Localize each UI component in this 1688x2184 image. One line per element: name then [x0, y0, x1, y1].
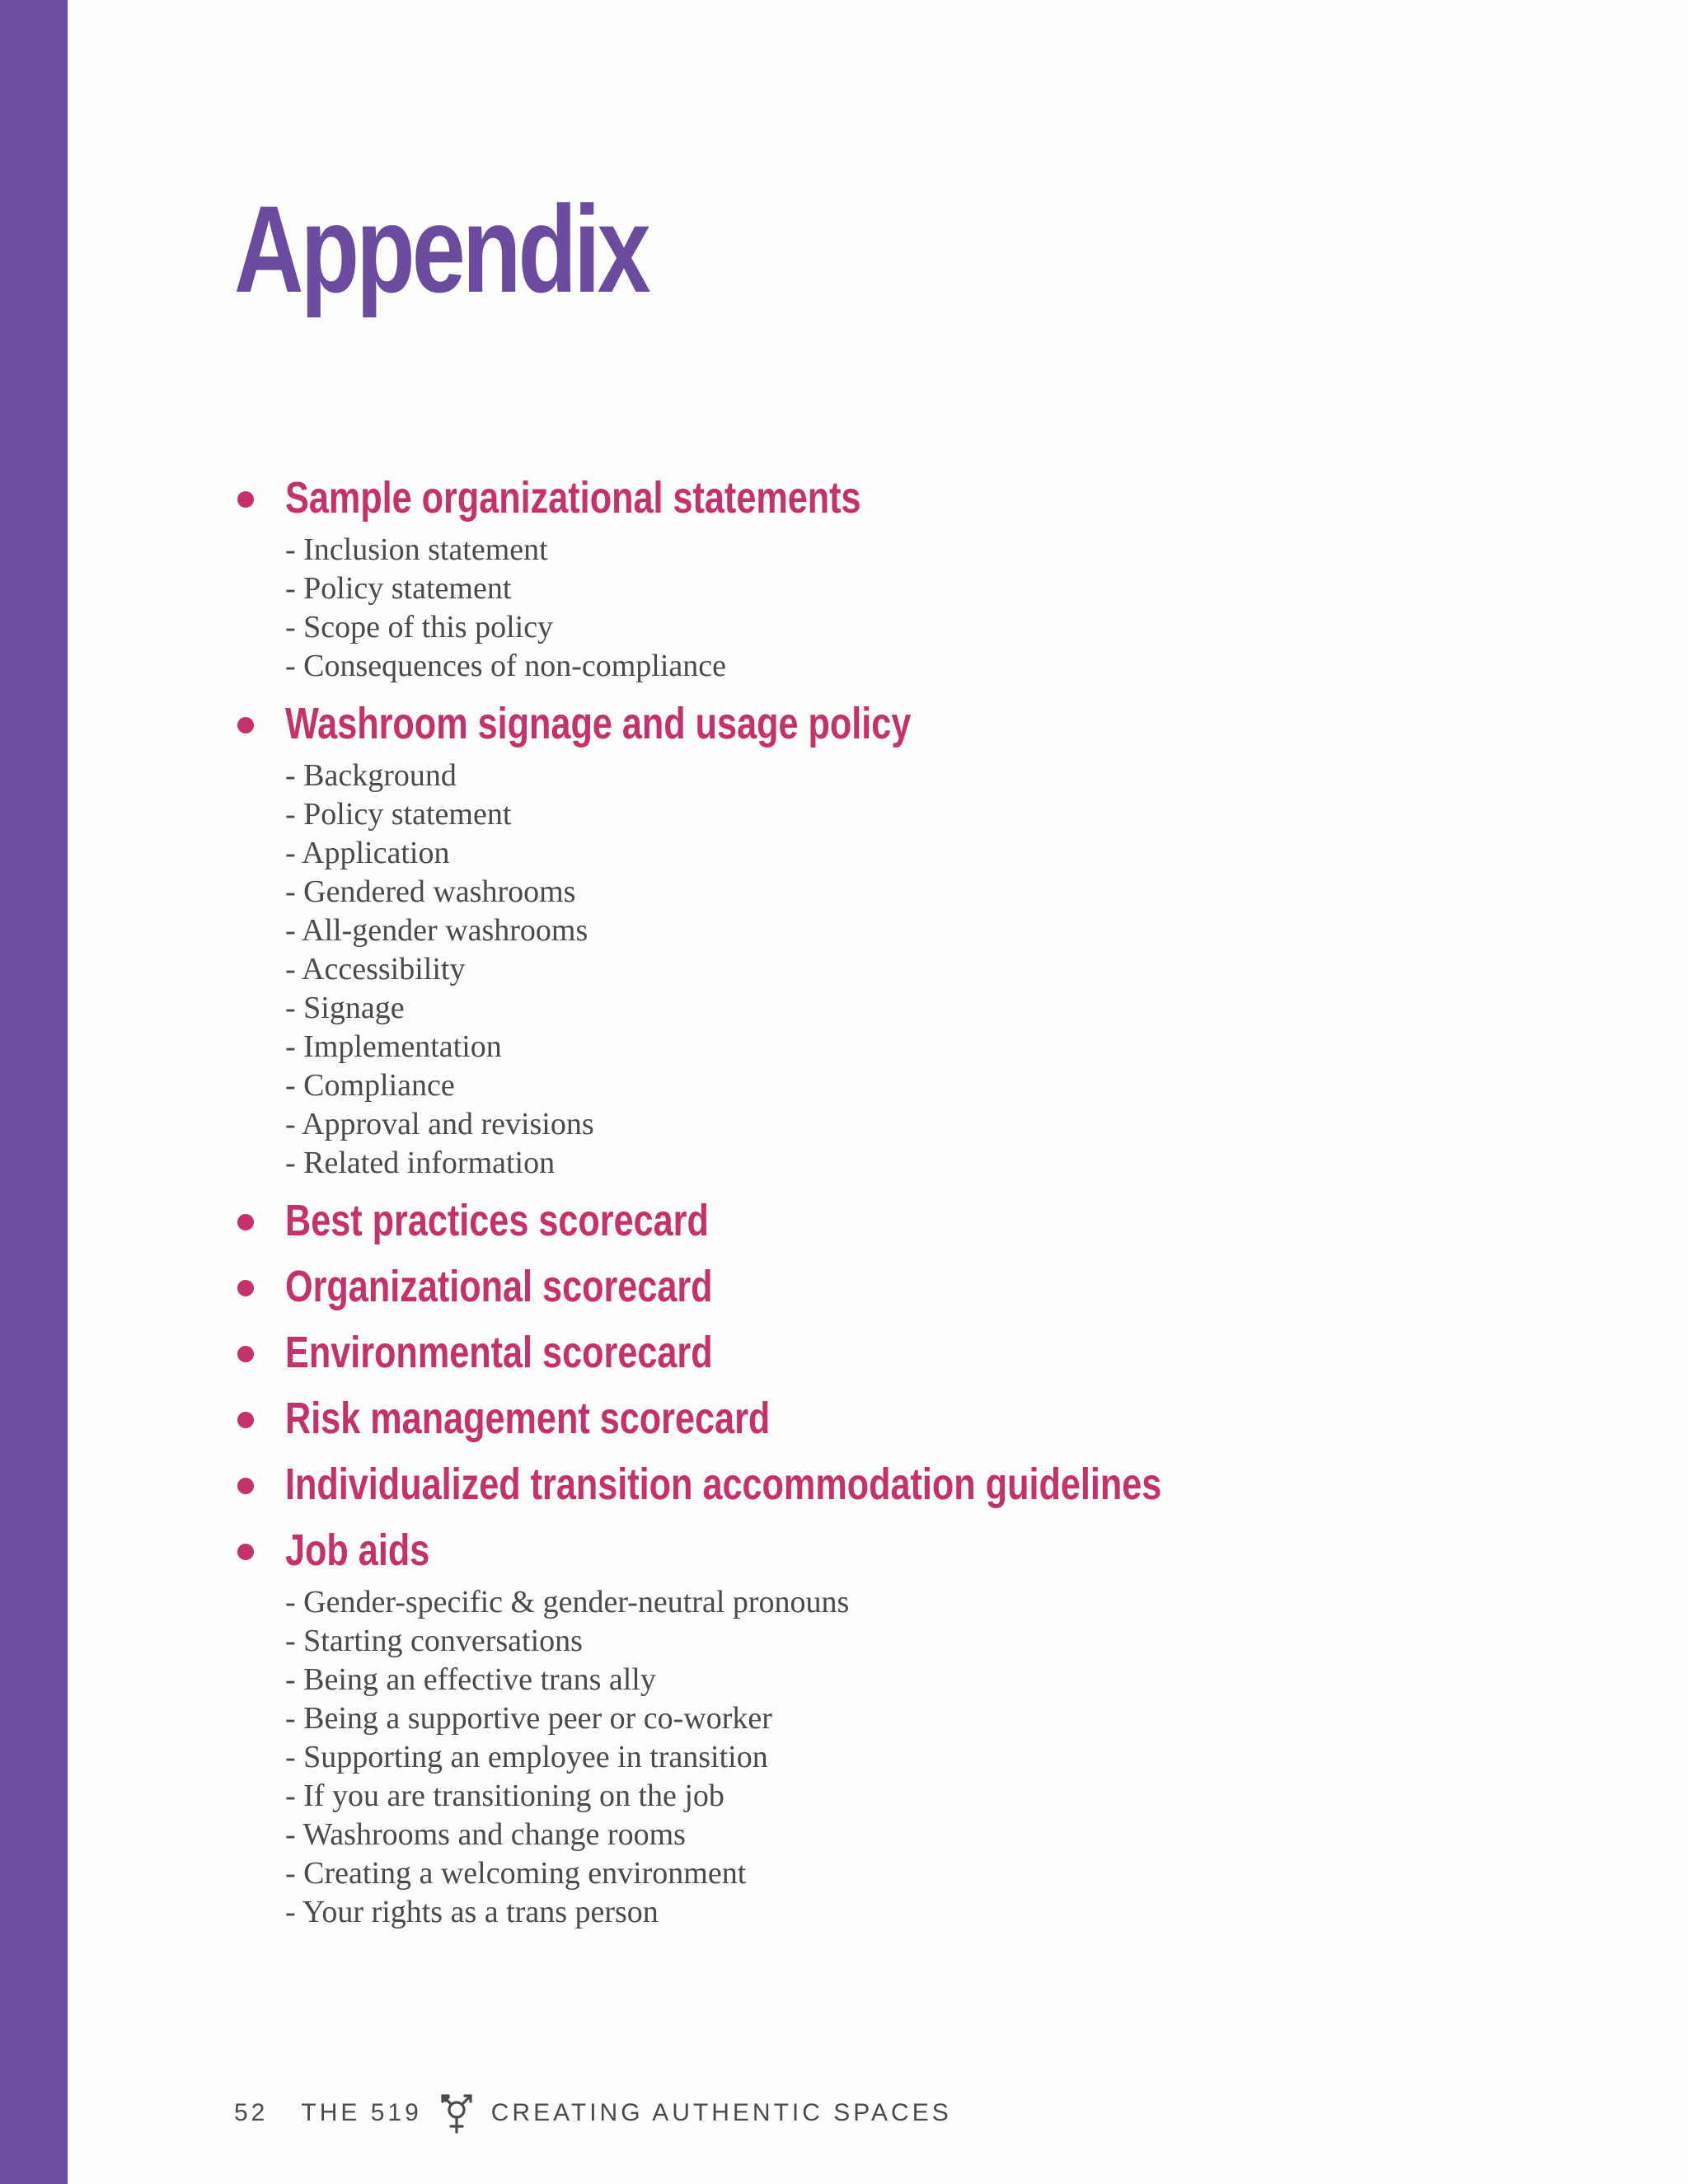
subsection-item: - Being an effective trans ally [285, 1662, 656, 1697]
subsection-item: - Related information [285, 1146, 556, 1180]
bullet-icon [237, 1412, 254, 1428]
subsection-item: - Washrooms and change rooms [285, 1817, 686, 1852]
subsection-item: - All-gender washrooms [285, 913, 588, 948]
section-heading [234, 1258, 1553, 1315]
section-heading [234, 1456, 1553, 1512]
subsection-item: - Gender-specific & gender-neutral pronouns [285, 1585, 850, 1619]
subsection-item: - Scope of this policy [285, 610, 554, 644]
subsection-list [285, 757, 1553, 1183]
subsection-item: - Accessibility [285, 952, 466, 987]
section-heading-label: Organizational scorecard [285, 1262, 713, 1311]
subsection-item: - Signage [285, 991, 405, 1025]
appendix-section [234, 470, 1553, 686]
subsection-item: - Your rights as a trans person [285, 1895, 659, 1929]
subsection-item: - Implementation [285, 1029, 502, 1064]
subsection-item: - Gendered washrooms [285, 874, 576, 909]
page-footer [234, 2093, 952, 2133]
subsection-item: - Background [285, 758, 457, 793]
transgender-symbol-icon [438, 2089, 475, 2137]
appendix-section [234, 1258, 1553, 1315]
section-heading-label: Job aids [285, 1526, 430, 1575]
appendix-contents-list [234, 470, 1553, 1932]
subsection-item: - Consequences of non-compliance [285, 649, 726, 683]
bullet-icon [237, 717, 254, 733]
bullet-icon [237, 491, 254, 508]
subsection-item: - Policy statement [285, 571, 512, 606]
appendix-section [234, 696, 1553, 1183]
appendix-section [234, 1390, 1553, 1446]
section-heading [234, 1390, 1553, 1446]
section-heading-label: Sample organizational statements [285, 473, 861, 523]
section-heading [234, 696, 1553, 752]
bullet-icon [237, 1214, 254, 1230]
bullet-icon [237, 1280, 254, 1296]
appendix-section [234, 1193, 1553, 1249]
section-heading-label: Best practices scorecard [285, 1196, 709, 1245]
subsection-item: - Creating a welcoming environment [285, 1856, 747, 1891]
subsection-item: - Policy statement [285, 797, 512, 832]
appendix-section [234, 1456, 1553, 1512]
page-number: 52 [234, 2099, 269, 2126]
org-name: THE 519 [301, 2099, 422, 2126]
bullet-icon [237, 1346, 254, 1362]
subsection-item: - Being a supportive peer or co-worker [285, 1701, 772, 1736]
side-accent-bar [0, 0, 68, 2184]
section-heading-label: Risk management scorecard [285, 1394, 771, 1443]
subsection-item: - Approval and revisions [285, 1107, 594, 1141]
section-heading [234, 1324, 1553, 1380]
section-heading-label: Individualized transition accommodation guidelines [285, 1460, 1162, 1509]
subsection-item: - If you are transitioning on the job [285, 1779, 724, 1813]
subsection-item: - Application [285, 836, 450, 870]
appendix-section [234, 1324, 1553, 1380]
section-heading-label: Environmental scorecard [285, 1328, 713, 1377]
subsection-item: - Starting conversations [285, 1624, 583, 1658]
subsection-item: - Compliance [285, 1068, 455, 1103]
subsection-list [285, 531, 1553, 686]
subsection-item: - Supporting an employee in transition [285, 1740, 768, 1774]
publication-title: CREATING AUTHENTIC SPACES [490, 2099, 952, 2126]
subsection-list [285, 1583, 1553, 1932]
subsection-item: - Inclusion statement [285, 532, 548, 567]
bullet-icon [237, 1544, 254, 1560]
section-heading-label: Washroom signage and usage policy [285, 699, 912, 748]
bullet-icon [237, 1478, 254, 1494]
section-heading [234, 1193, 1553, 1249]
section-heading [234, 1522, 1553, 1578]
section-heading [234, 470, 1553, 526]
appendix-section [234, 1522, 1553, 1932]
page-title: Appendix [234, 180, 648, 318]
